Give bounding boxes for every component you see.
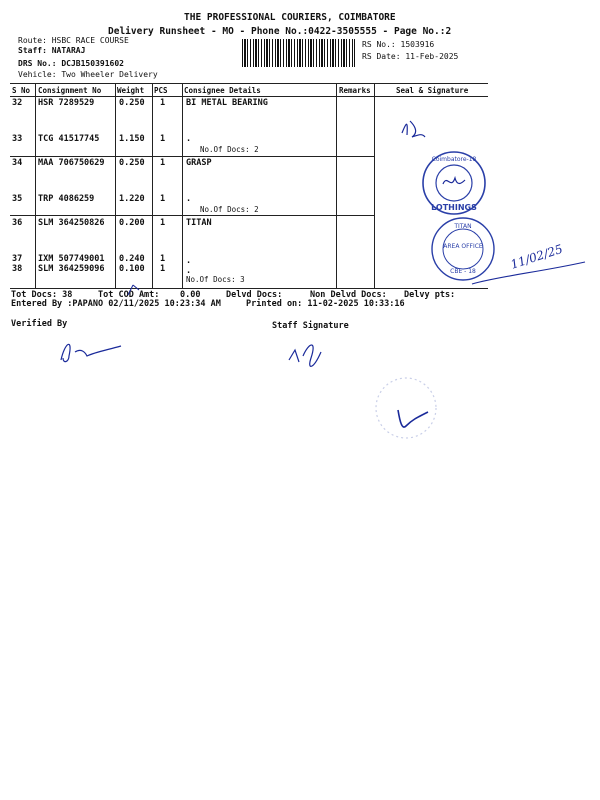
row-weight: 1.220 — [119, 194, 145, 204]
row-pcs: 1 — [160, 218, 166, 228]
col-header-consignment: Consignment No — [38, 86, 102, 95]
verified-by-label: Verified By — [11, 319, 68, 329]
rs-number: RS No.: 1503916 — [362, 40, 435, 49]
table-top-border — [10, 83, 488, 84]
col-header-consignee: Consignee Details — [184, 86, 261, 95]
docs-count: No.Of Docs: 3 — [186, 275, 245, 284]
seal-scribble — [443, 178, 465, 184]
route: Route: HSBC RACE COURSE — [18, 36, 129, 45]
delivery-points: Delvy pts: — [404, 290, 456, 300]
docs-count: No.Of Docs: 2 — [200, 145, 259, 154]
row-weight: 0.100 — [119, 264, 145, 274]
staff-signature-scribble — [283, 330, 333, 380]
row-pcs: 1 — [160, 134, 166, 144]
col-header-sno: S No — [12, 86, 31, 95]
row-consignment: SLM 364259096 — [38, 264, 105, 274]
col-header-seal: Seal & Signature — [396, 86, 469, 95]
printed-on: Printed on: 11-02-2025 10:33:16 — [246, 299, 405, 309]
row-consignment: IXM 507749001 — [38, 254, 105, 264]
faint-stamp-ring — [376, 378, 436, 438]
runsheet-title: Delivery Runsheet - MO - Phone No.:0422-3505555 - Page No.:2 — [108, 26, 452, 37]
row-sno: 35 — [12, 194, 23, 204]
row-pcs: 1 — [160, 194, 166, 204]
row-divider — [10, 156, 375, 157]
row-consignee: GRASP — [186, 158, 212, 168]
verified-signature — [55, 332, 125, 372]
row-consignee: . — [186, 134, 192, 144]
row-pcs: 1 — [160, 98, 166, 108]
vehicle: Vehicle: Two Wheeler Delivery — [18, 70, 158, 79]
row-consignment: HSR 7289529 — [38, 98, 95, 108]
row-consignee: . — [186, 194, 192, 204]
row-sno: 38 — [12, 264, 23, 274]
row-sno: 34 — [12, 158, 23, 168]
table-bottom-border — [10, 288, 488, 289]
row-consignment: TRP 4086259 — [38, 194, 95, 204]
row-pcs: 1 — [160, 158, 166, 168]
row-consignment: MAA 706750629 — [38, 158, 105, 168]
seal-inner-ring — [436, 165, 472, 201]
docs-count: No.Of Docs: 2 — [200, 205, 259, 214]
stamp1-bottom-text: LOTHINGS — [431, 203, 477, 212]
non-delivered-docs: Non Delvd Docs: — [310, 290, 387, 300]
rs-date: RS Date: 11-Feb-2025 — [362, 52, 459, 61]
row-consignee: BI METAL BEARING — [186, 98, 268, 108]
faint-stamp-scribble — [398, 410, 428, 427]
row-consignee: TITAN — [186, 218, 212, 228]
company-seal-stamp — [421, 150, 487, 216]
pen-stroke — [470, 254, 590, 294]
row-weight: 0.200 — [119, 218, 145, 228]
row-consignee: . — [186, 266, 192, 276]
row-consignment: TCG 41517745 — [38, 134, 100, 144]
row-weight: 1.150 — [119, 134, 145, 144]
company-name: THE PROFESSIONAL COURIERS, COIMBATORE — [184, 12, 396, 23]
faint-circle-stamp — [368, 370, 448, 450]
row-consignment: SLM 364250826 — [38, 218, 105, 228]
row-weight: 0.250 — [119, 158, 145, 168]
total-cod-label: Tot COD Amt: — [98, 290, 160, 300]
row-sno: 36 — [12, 218, 23, 228]
barcode — [242, 39, 355, 67]
total-docs: Tot Docs: 38 — [11, 290, 73, 300]
signature-mark — [398, 115, 428, 145]
stamp2-top-text: TITAN — [454, 223, 472, 230]
row-sno: 37 — [12, 254, 23, 264]
row-sno: 32 — [12, 98, 23, 108]
row-weight: 0.250 — [119, 98, 145, 108]
entered-by: Entered By :PAPANO 02/11/2025 10:23:34 AM — [11, 299, 221, 309]
col-header-pcs: PCS — [154, 86, 168, 95]
col-header-remarks: Remarks — [339, 86, 371, 95]
staff: Staff: NATARAJ — [18, 46, 86, 55]
cod-mark — [125, 282, 143, 298]
stamp2-bottom-text: CBE - 18 — [450, 268, 476, 275]
stamp1-top-text: Coimbatore-18 — [431, 156, 477, 163]
row-consignee: . — [186, 256, 192, 266]
drs-number: DRS No.: DCJB150391602 — [18, 59, 124, 68]
row-pcs: 1 — [160, 264, 166, 274]
table-header-border — [10, 96, 488, 97]
row-weight: 0.240 — [119, 254, 145, 264]
handwritten-date-text: 11/02/25 — [508, 241, 565, 272]
col-header-weight: Weight — [117, 86, 145, 95]
staff-signature-label: Staff Signature — [272, 321, 349, 331]
stamp2-middle-text: AREA OFFICE — [443, 243, 483, 250]
row-divider — [10, 215, 375, 216]
row-sno: 33 — [12, 134, 23, 144]
delivered-docs: Delvd Docs: — [226, 290, 283, 300]
row-pcs: 1 — [160, 254, 166, 264]
total-cod-value: 0.00 — [180, 290, 201, 300]
